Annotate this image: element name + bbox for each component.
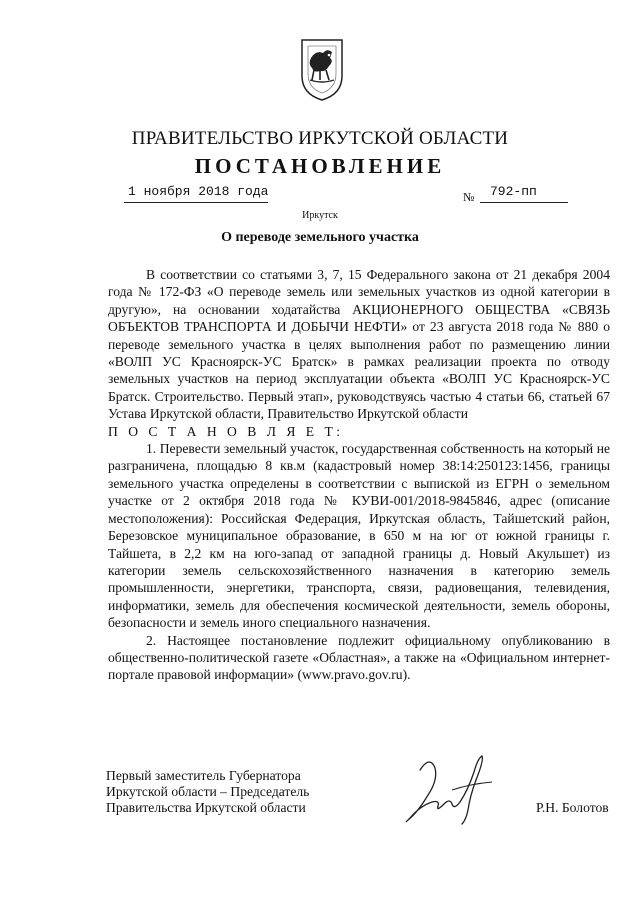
government-title: ПРАВИТЕЛЬСТВО ИРКУТСКОЙ ОБЛАСТИ [131, 128, 509, 149]
signatory-title-line-1: Первый заместитель Губернатора [106, 768, 301, 783]
number-underline [480, 202, 568, 203]
signatory-title-line-3: Правительства Иркутской области [106, 800, 306, 815]
date-underline [124, 202, 268, 203]
signatory-title-line-2: Иркутской области – Председатель [106, 784, 310, 799]
item-2-paragraph: 2. Настоящее постановление подлежит официальному опубликованию в общественно-политической газете «Областная», а также на «Официальном интернет-портале правовой информации» (www.pravo.gov.ru). [108, 632, 610, 683]
document-city: Иркутск [302, 210, 338, 221]
irkutsk-coat-of-arms-icon [296, 36, 348, 102]
signatory-title [106, 768, 309, 816]
document-number: 792-пп [490, 184, 537, 199]
document-date: 1 ноября 2018 года [128, 184, 269, 199]
item-1-paragraph: 1. Перевести земельный участок, государственная собственность на который не разграничена, площадью 8 кв.м (кадастровый номер 38:14:250123:1456, границы земельного участка определены в соответствии с выпиской из ЕГРН о земельном участке от 2 октября 2018 года № КУВИ-001/2018-9845846, адрес (описание местоположения): Российская Федерация, Иркутская область, Тайшетский район, Березовское муниципальное образование, в 650 м на юг от южной границы г. Тайшета, в 2,2 км на юго-запад от западной границы д. Новый Акульшет) из категории земель сельскохозяйственного назначения в категорию земель промышленности, энергетики, транспорта, связи, радиовещания, телевидения, информатики, земель для обеспечения космической деятельности, земель обороны, безопасности и земель иного специального назначения. [108, 441, 610, 631]
document-body [108, 266, 610, 684]
handwritten-signature-icon [390, 750, 510, 830]
document-type: ПОСТАНОВЛЕНИЕ [194, 154, 446, 178]
decree-heading: П О С Т А Н О В Л Я Е Т: [108, 423, 344, 439]
document-subject: О переводе земельного участка [221, 230, 419, 245]
preamble-paragraph: В соответствии со статьями 3, 7, 15 Федерального закона от 21 декабря 2004 года № 172-ФЗ «О переводе земель или земельных участков из одной категории в другую», на основании ходатайства АКЦИОНЕРНОГО ОБЩЕСТВА «СВЯЗЬ ОБЪЕКТОВ ТРАНСПОРТА И ДОБЫЧИ НЕФТИ» от 23 августа 2018 года № 880 о переводе земельного участка в целях выполнения работ по размещению линии «ВОЛП УС Красноярск-УС Братск» в рамках реализации проекта по отводу земельных участков на период эксплуатации объекта «ВОЛП УС Красноярск-УС Братск. Строительство. Первый этап», руководствуясь частью 4 статьи 66, статьей 67 Устава Иркутской области, Правительство Иркутской области [108, 267, 610, 422]
number-sign: № [463, 190, 475, 204]
signatory-name: Р.Н. Болотов [536, 800, 609, 815]
